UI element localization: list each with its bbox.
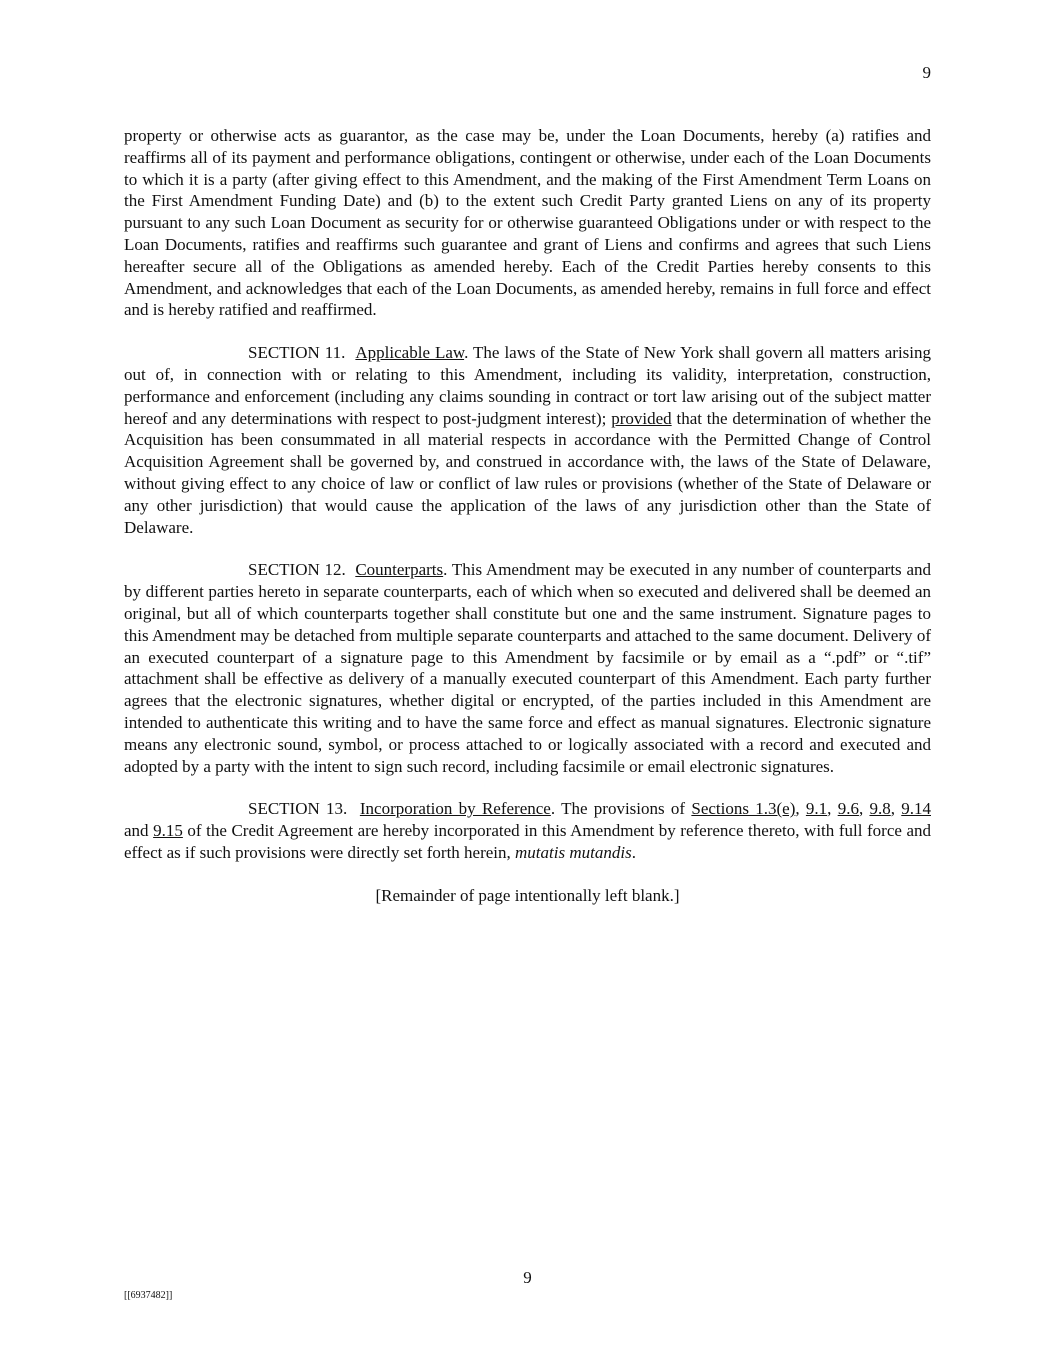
ref-9-1: 9.1 bbox=[805, 799, 828, 819]
sep-2: , bbox=[827, 799, 838, 819]
section-13-text-2: of the Credit Agreement are hereby incorporated in this Amendment by reference thereto, with full force and effect as if such provisions were directly set forth herein, bbox=[124, 821, 932, 862]
sep-3: , bbox=[858, 799, 870, 819]
header-page-number: 9 bbox=[922, 63, 931, 82]
section-12-paragraph bbox=[124, 559, 931, 777]
section-11-paragraph bbox=[124, 342, 931, 538]
section-13-paragraph bbox=[124, 798, 931, 863]
section-11-text-2: that the determination of whether the Acquisition has been consummated in all material respects in accordance with the Permitted Change of Control Acquisition Agreement shall be governed by, and construed in accordance with, the laws of the State of Delaware, without giving effect to any choice of law or conflict of law rules or provisions (whether of the State of Delaware or any other jurisdiction) that would cause the application of the laws of any jurisdiction other than the State of Delaware. bbox=[124, 408, 931, 537]
section-11-title: Applicable Law bbox=[355, 343, 465, 363]
section-13-end: . bbox=[631, 842, 636, 862]
mutatis-mutandis: mutatis mutandis bbox=[515, 842, 632, 862]
footer-page-number: 9 bbox=[523, 1268, 532, 1287]
provided-term: provided bbox=[611, 408, 672, 428]
section-12-text: . This Amendment may be executed in any number of counterparts and by different parties hereto in separate counterparts, each of which when so executed and delivered shall be deemed an original, but all of which counterparts together shall constitute but one and the same instrument. Signature pages to this Amendment may be detached from multiple separate counterparts and attached to the same document. Delivery of an executed counterpart of a signature page to this Amendment by facsimile or by email as a “.pdf” or “.tif” attachment shall be effective as delivery of a manually executed counterpart of this Amendment. Each party further agrees that the electronic signatures, whether digital or encrypted, of the parties included in this Amendment are intended to authenticate this writing and to have the same force and effect as manual signatures. Electronic signature means any electronic sound, symbol, or process attached to or logically associated with a record and executed and adopted by a party with the intent to sign such record, including facsimile or email electronic signatures. bbox=[124, 560, 931, 776]
section-13-label: SECTION 13. bbox=[248, 799, 348, 819]
ref-9-8: 9.8 bbox=[869, 799, 891, 819]
section-11-label: SECTION 11. bbox=[248, 343, 346, 363]
continuation-paragraph: property or otherwise acts as guarantor, as the case may be, under the Loan Documents, hereby (a) ratifies and reaffirms all of its payment and performance obligations, contingent or otherwise, under each of the Loan Documents to which it is a party (after giving effect to this Amendment, and the making of the First Amendment Term Loans on the First Amendment Funding Date) and (b) to the extent such Credit Party granted Liens on any of its property pursuant to any such Loan Document as security for or otherwise guaranteed Obligations under or with respect to the Loan Documents, ratifies and reaffirms such guarantee and grant of Liens and confirms and agrees that such Liens hereafter secure all of the Obligations as amended hereby. Each of the Credit Parties hereby consents to this Amendment, and acknowledges that each of the Loan Documents, as amended hereby, remains in full force and effect and is hereby ratified and reaffirmed. bbox=[124, 126, 931, 320]
sep-4: , bbox=[890, 799, 902, 819]
ref-sections-1-3e: Sections 1.3(e) bbox=[691, 799, 796, 819]
section-11-text-1: . The laws of the State of New York shall govern all matters arising out of, in connection with or relating to this Amendment, including its validity, interpretation, construction, performance and enforcement (including any claims sounding in contract or tort law arising out of the subject matter hereof and any determinations with respect to post-judgment interest); bbox=[124, 343, 932, 428]
section-12-label: SECTION 12. bbox=[248, 560, 346, 580]
ref-9-15: 9.15 bbox=[153, 821, 183, 841]
document-id: [[6937482]] bbox=[124, 1290, 173, 1301]
ref-9-6: 9.6 bbox=[837, 799, 859, 819]
ref-9-14: 9.14 bbox=[901, 799, 931, 819]
section-12-title: Counterparts bbox=[355, 560, 444, 580]
document-body bbox=[124, 125, 931, 924]
sep-and: and bbox=[124, 821, 154, 841]
section-13-text-1: . The provisions of bbox=[550, 799, 692, 819]
section-13-title: Incorporation by Reference bbox=[359, 799, 551, 819]
remainder-note: [Remainder of page intentionally left blank.] bbox=[375, 885, 680, 905]
sep-1: , bbox=[795, 799, 806, 819]
